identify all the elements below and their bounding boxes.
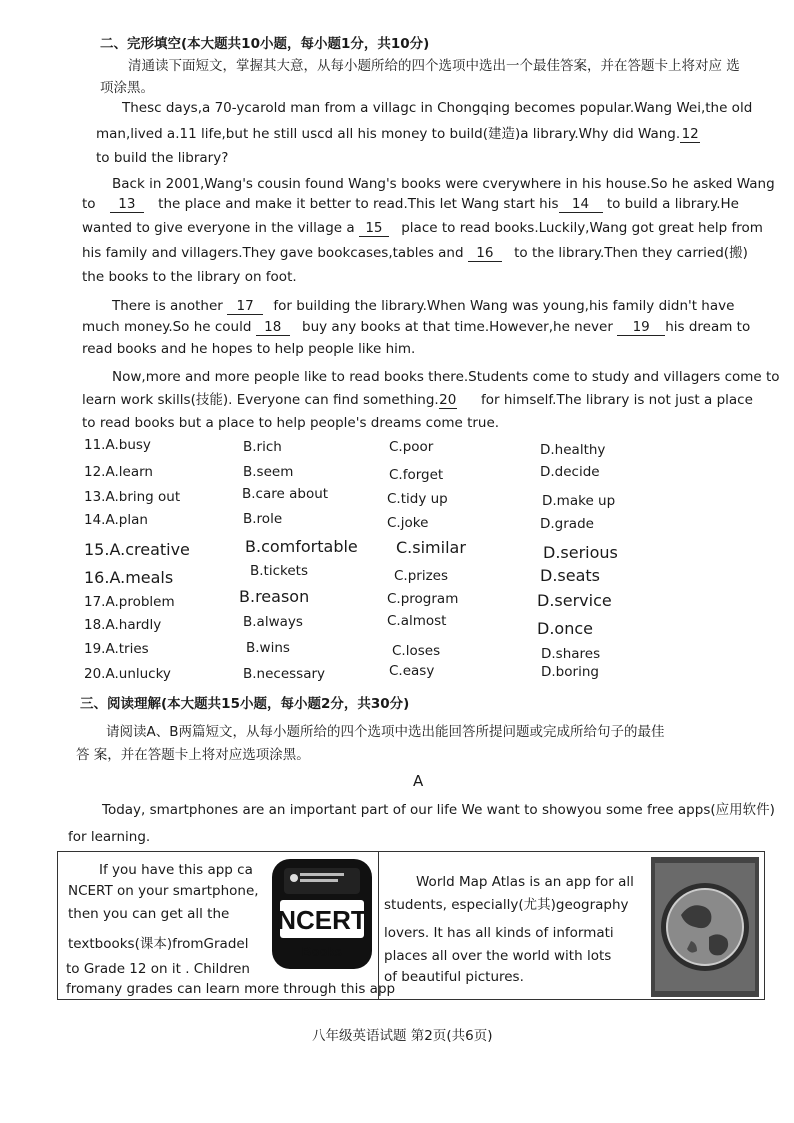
atlas-line4: places all over the world with lots — [384, 948, 612, 964]
option-15-a: 15.A.creative — [84, 540, 190, 559]
passage-a-label: A — [413, 772, 424, 790]
passage-a-intro-line1: Today, smartphones are an important part of our life We want to showyou some free apps(应用软件) — [102, 802, 775, 818]
option-18-c: C.almost — [387, 613, 447, 629]
option-19-c: C.loses — [392, 643, 441, 659]
page-footer: 八年级英语试题 第2页(共6页) — [312, 1028, 493, 1044]
atlas-line5: of beautiful pictures. — [384, 969, 524, 985]
atlas-line2: students, especially(尤其)geography — [384, 897, 629, 913]
passage-p2-line3 — [82, 220, 763, 237]
atlas-line1: World Map Atlas is an app for all — [416, 874, 634, 890]
option-17-c: C.program — [387, 591, 459, 607]
option-20-a: 20.A.unlucky — [84, 666, 171, 682]
text: to — [82, 196, 96, 212]
blank-13: 13 — [110, 197, 144, 213]
section3-instruction-line2: 答 案，并在答题卡上将对应选项涂黑。 — [76, 747, 310, 763]
text: learn work skills(技能). Everyone can find something. — [82, 392, 439, 408]
option-14-c: C.joke — [387, 515, 429, 531]
option-12-d: D.decide — [540, 464, 600, 480]
option-17-d: D.service — [537, 591, 612, 610]
option-12-a: 12.A.learn — [84, 464, 153, 480]
option-15-d: D.serious — [543, 543, 618, 562]
option-20-c: C.easy — [389, 663, 435, 679]
passage-p2-line1: Back in 2001,Wang's cousin found Wang's books were cverywhere in his house.So he asked Wang — [112, 176, 775, 192]
passage-p1-line3: to build the library? — [96, 150, 229, 166]
section3-instruction-line1: 请阅读A、B两篇短文，从每小题所给的四个选项中选出能回答所提问题或完成所给句子的最佳 — [106, 724, 665, 740]
ncert-line3: then you can get all the — [68, 906, 230, 922]
option-19-b: B.wins — [246, 640, 290, 656]
passage-p2-line2 — [82, 196, 739, 213]
passage-p4-line2 — [82, 392, 753, 409]
ncert-logo-icon — [270, 856, 374, 972]
section2-instruction-line1: 清通读下面短文，掌握其大意，从每小题所给的四个选项中选出一个最佳答案，并在答题卡上将对应 选 — [128, 58, 740, 74]
ncert-logo-title: NCERT — [277, 905, 367, 935]
passage-p2-line4 — [82, 245, 748, 262]
ncert-line1: If you have this app ca — [99, 862, 253, 878]
option-14-d: D.grade — [540, 516, 594, 532]
passage-p4-line1: Now,more and more people like to read books there.Students come to study and villagers come to — [112, 369, 780, 385]
world-atlas-image — [651, 857, 759, 997]
text: There is another — [112, 298, 223, 314]
text: the place and make it better to read.This let Wang start his — [158, 196, 559, 212]
atlas-line3: lovers. It has all kinds of informati — [384, 925, 614, 941]
blank-20: 20 — [439, 392, 457, 408]
option-16-d: D.seats — [540, 566, 600, 585]
globe-icon — [651, 857, 759, 997]
text: buy any books at that time.However,he never — [302, 319, 613, 335]
option-11-d: D.healthy — [540, 442, 606, 458]
passage-p1-line1: Thesc days,a 70-ycarold man from a villagc in Chongqing becomes popular.Wang Wei,the old — [122, 100, 753, 116]
option-14-a: 14.A.plan — [84, 512, 148, 528]
option-12-b: B.seem — [243, 464, 294, 480]
ncert-line2: NCERT on your smartphone, — [68, 883, 259, 899]
option-16-c: C.prizes — [394, 568, 449, 584]
option-19-a: 19.A.tries — [84, 641, 149, 657]
text: place to read books.Luckily,Wang got great help from — [401, 220, 763, 236]
option-12-c: C.forget — [389, 467, 444, 483]
section3-heading: 三、阅读理解(本大题共15小题，每小题2分，共30分) — [80, 696, 410, 712]
ncert-line6: fromany grades can learn more through this app — [66, 981, 396, 997]
blank-14: 14 — [559, 197, 603, 213]
ncert-line5: to Grade 12 on it . Children — [66, 961, 250, 977]
passage-p2-line5: the books to the library on foot. — [82, 269, 297, 285]
section2-heading: 二、完形填空(本大题共10小题，每小题1分，共10分) — [100, 36, 430, 52]
text: for himself.The library is not just a place — [481, 392, 753, 408]
text: man,lived a.11 life,but he still uscd all his money to build(建造)a library.Why did Wang. — [96, 126, 681, 142]
text: his dream to — [665, 319, 751, 335]
passage-a-intro-line2: for learning. — [68, 829, 151, 845]
text: to build a library.He — [606, 196, 739, 212]
option-20-d: D.boring — [541, 664, 599, 680]
passage-p1-line2 — [96, 126, 700, 143]
passage-p3-line3: read books and he hopes to help people like him. — [82, 341, 416, 357]
text: much money.So he could — [82, 319, 252, 335]
text: his family and villagers.They gave bookcases,tables and — [82, 245, 464, 261]
option-16-b: B.tickets — [250, 563, 308, 579]
blank-17: 17 — [227, 299, 263, 315]
text: for building the library.When Wang was young,his family didn't have — [273, 298, 735, 314]
blank-19: 19 — [617, 320, 665, 336]
option-11-c: C.poor — [389, 439, 434, 455]
option-18-a: 18.A.hardly — [84, 617, 162, 633]
option-19-d: D.shares — [541, 646, 601, 662]
passage-p4-line3: to read books but a place to help people's dreams come true. — [82, 415, 500, 431]
section2-instruction-line2: 项涂黑。 — [100, 80, 154, 96]
apps-table-divider — [378, 851, 379, 999]
option-11-a: 11.A.busy — [84, 437, 151, 453]
option-13-a: 13.A.bring out — [84, 489, 181, 505]
option-17-a: 17.A.problem — [84, 594, 175, 610]
option-17-b: B.reason — [239, 587, 310, 606]
option-11-b: B.rich — [243, 439, 282, 455]
blank-12: 12 — [681, 126, 699, 142]
option-20-b: B.necessary — [243, 666, 326, 682]
ncert-logo-sub: Books — [302, 944, 342, 959]
option-18-d: D.once — [537, 619, 593, 638]
ncert-line4: textbooks(课本)fromGradel — [68, 936, 249, 952]
option-13-c: C.tidy up — [387, 491, 448, 507]
blank-16: 16 — [468, 246, 502, 262]
blank-15: 15 — [359, 221, 389, 237]
option-18-b: B.always — [243, 614, 303, 630]
passage-p3-line2 — [82, 319, 750, 336]
option-16-a: 16.A.meals — [84, 568, 174, 587]
option-15-b: B.comfortable — [245, 537, 358, 556]
option-13-b: B.care about — [242, 486, 329, 502]
option-15-c: C.similar — [396, 538, 466, 557]
option-13-d: D.make up — [542, 493, 616, 509]
option-14-b: B.role — [243, 511, 283, 527]
text: to the library.Then they carried(搬) — [514, 245, 748, 261]
blank-18: 18 — [256, 320, 290, 336]
text: wanted to give everyone in the village a — [82, 220, 355, 236]
passage-p3-line1 — [112, 298, 734, 315]
ncert-logo — [270, 856, 374, 972]
